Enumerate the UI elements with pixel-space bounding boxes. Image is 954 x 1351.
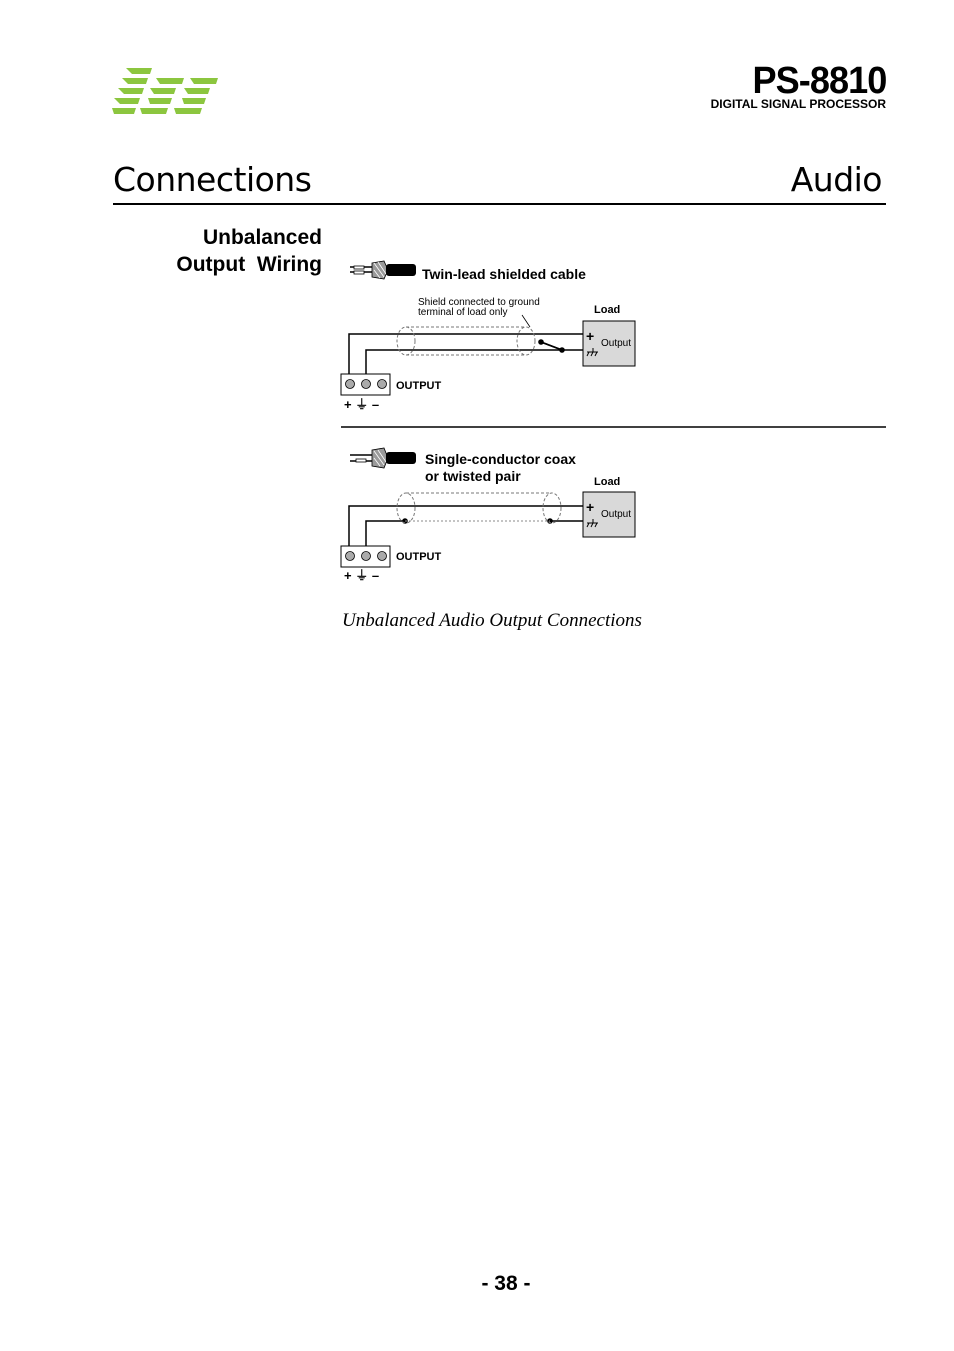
top-diagram <box>341 261 635 412</box>
bottom-load-plus: + <box>586 499 595 515</box>
top-load-label: Load <box>594 304 621 316</box>
top-note-line1: Shield connected to ground <box>418 297 540 308</box>
bottom-cable-label-line1: Single-conductor coax <box>425 451 576 467</box>
twin-lead-cable-icon <box>350 261 416 279</box>
side-heading-line1: Unbalanced <box>202 226 322 249</box>
page-number: - 38 - <box>481 1272 531 1295</box>
bottom-shield-outline <box>397 493 561 523</box>
bottom-output-label: OUTPUT <box>396 551 442 563</box>
top-note-line2: terminal of load only <box>418 307 508 318</box>
section-title-audio: Audio <box>790 160 882 199</box>
model-name: PS-8810 <box>752 60 886 102</box>
top-load-output-label: Output <box>601 338 632 349</box>
header-rule <box>113 203 886 205</box>
top-shield-outline <box>397 327 535 355</box>
bottom-load-label: Load <box>594 476 621 488</box>
top-load-plus: + <box>586 328 595 344</box>
top-output-label: OUTPUT <box>396 380 442 392</box>
side-heading-line2: Output Wiring <box>176 253 322 276</box>
bottom-cable-label-line2: or twisted pair <box>425 468 521 484</box>
figure-caption: Unbalanced Audio Output Connections <box>342 610 642 631</box>
model-subtitle: DIGITAL SIGNAL PROCESSOR <box>710 97 886 111</box>
section-title-connections: Connections <box>113 160 312 199</box>
bss-logo <box>112 66 220 116</box>
model-block <box>711 62 886 110</box>
bottom-pin-labels: + ⏚ – <box>344 568 380 583</box>
bottom-diagram <box>341 448 635 583</box>
top-cable-label: Twin-lead shielded cable <box>422 266 586 282</box>
top-pin-labels: + ⏚ – <box>344 397 380 412</box>
wiring-diagram <box>330 250 900 590</box>
bottom-load-output-label: Output <box>601 509 632 520</box>
coax-cable-icon <box>350 448 416 468</box>
side-heading <box>176 224 322 278</box>
